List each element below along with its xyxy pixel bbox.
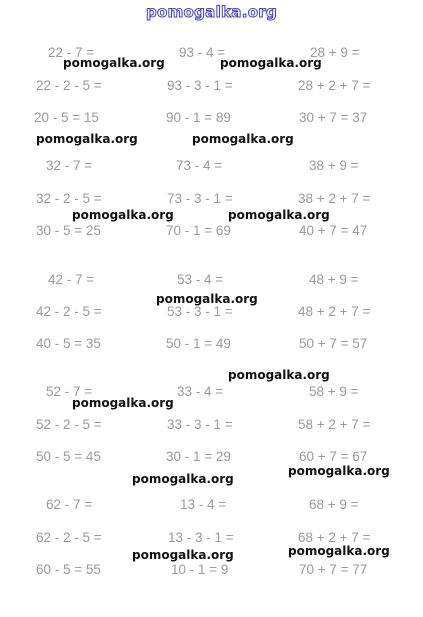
exercise-5-col2-line1: 13 - 4 = xyxy=(180,497,227,512)
exercise-3-col2-line1: 53 - 4 = xyxy=(177,272,224,287)
exercise-4-col2-line3: 30 - 1 = 29 xyxy=(166,449,231,464)
exercise-3-col1-line1: 42 - 7 = xyxy=(48,272,95,287)
watermark-9: pomogalka.org xyxy=(72,396,174,410)
watermark-4: pomogalka.org xyxy=(192,132,294,146)
exercise-2-col3-line2: 38 + 2 + 7 = xyxy=(298,191,371,206)
exercise-1-col2-line1: 93 - 4 = xyxy=(179,45,226,60)
watermark-7: pomogalka.org xyxy=(156,292,258,306)
exercise-5-col1-line2: 62 - 2 - 5 = xyxy=(36,530,102,545)
exercise-3-col3-line3: 50 + 7 = 57 xyxy=(299,336,368,351)
exercise-2-col3-line3: 40 + 7 = 47 xyxy=(299,223,368,238)
exercise-2-col2-line1: 73 - 4 = xyxy=(176,158,223,173)
exercise-4-col3-line3: 60 + 7 = 67 xyxy=(299,449,368,464)
exercise-1-col1-line3: 20 - 5 = 15 xyxy=(34,110,99,125)
exercise-1-col2-line3: 90 - 1 = 89 xyxy=(166,110,231,125)
exercise-3-col2-line3: 50 - 1 = 49 xyxy=(166,336,231,351)
exercise-4-col3-line2: 58 + 2 + 7 = xyxy=(298,417,371,432)
exercise-3-col1-line2: 42 - 2 - 5 = xyxy=(36,304,102,319)
exercise-2-col1-line2: 32 - 2 - 5 = xyxy=(36,191,102,206)
watermark-6: pomogalka.org xyxy=(228,208,330,222)
exercise-2-col1-line3: 30 - 5 = 25 xyxy=(36,223,101,238)
watermark-1: pomogalka.org xyxy=(63,56,165,70)
exercise-5-col1-line1: 62 - 7 = xyxy=(46,497,93,512)
watermark-8: pomogalka.org xyxy=(228,368,330,382)
exercise-4-col1-line2: 52 - 2 - 5 = xyxy=(36,417,102,432)
exercise-4-col2-line1: 33 - 4 = xyxy=(177,384,224,399)
site-title: pomogalka.org xyxy=(145,3,278,21)
exercise-3-col3-line1: 48 + 9 = xyxy=(309,272,359,287)
watermark-12: pomogalka.org xyxy=(288,544,390,558)
exercise-4-col1-line3: 50 - 5 = 45 xyxy=(36,449,101,464)
exercise-1-col1-line1: 22 - 7 = xyxy=(48,45,95,60)
exercise-5-col3-line3: 70 + 7 = 77 xyxy=(299,562,368,577)
exercise-5-col1-line3: 60 - 5 = 55 xyxy=(36,562,101,577)
exercise-3-col1-line3: 40 - 5 = 35 xyxy=(36,336,101,351)
watermark-10: pomogalka.org xyxy=(288,464,390,478)
watermark-5: pomogalka.org xyxy=(72,208,174,222)
exercise-2-col2-line3: 70 - 1 = 69 xyxy=(166,223,231,238)
exercise-1-col3-line2: 28 + 2 + 7 = xyxy=(298,78,371,93)
exercise-2-col3-line1: 38 + 9 = xyxy=(309,158,359,173)
exercise-5-col3-line1: 68 + 9 = xyxy=(309,497,359,512)
exercise-1-col3-line3: 30 + 7 = 37 xyxy=(299,110,368,125)
exercise-5-col2-line3: 10 - 1 = 9 xyxy=(171,562,229,577)
exercise-3-col3-line2: 48 + 2 + 7 = xyxy=(298,304,371,319)
exercise-5-col2-line2: 13 - 3 - 1 = xyxy=(168,530,234,545)
exercise-2-col2-line2: 73 - 3 - 1 = xyxy=(167,191,233,206)
exercise-1-col3-line1: 28 + 9 = xyxy=(310,45,360,60)
exercise-5-col3-line2: 68 + 2 + 7 = xyxy=(298,530,371,545)
exercise-4-col2-line2: 33 - 3 - 1 = xyxy=(167,417,233,432)
exercise-2-col1-line1: 32 - 7 = xyxy=(46,158,93,173)
watermark-2: pomogalka.org xyxy=(220,56,322,70)
watermark-13: pomogalka.org xyxy=(132,548,234,562)
exercise-4-col1-line1: 52 - 7 = xyxy=(46,384,93,399)
exercise-4-col3-line1: 58 + 9 = xyxy=(309,384,359,399)
exercise-3-col2-line2: 53 - 3 - 1 = xyxy=(167,304,233,319)
watermark-3: pomogalka.org xyxy=(36,132,138,146)
watermark-11: pomogalka.org xyxy=(132,472,234,486)
exercise-1-col1-line2: 22 - 2 - 5 = xyxy=(36,78,102,93)
exercise-1-col2-line2: 93 - 3 - 1 = xyxy=(167,78,233,93)
